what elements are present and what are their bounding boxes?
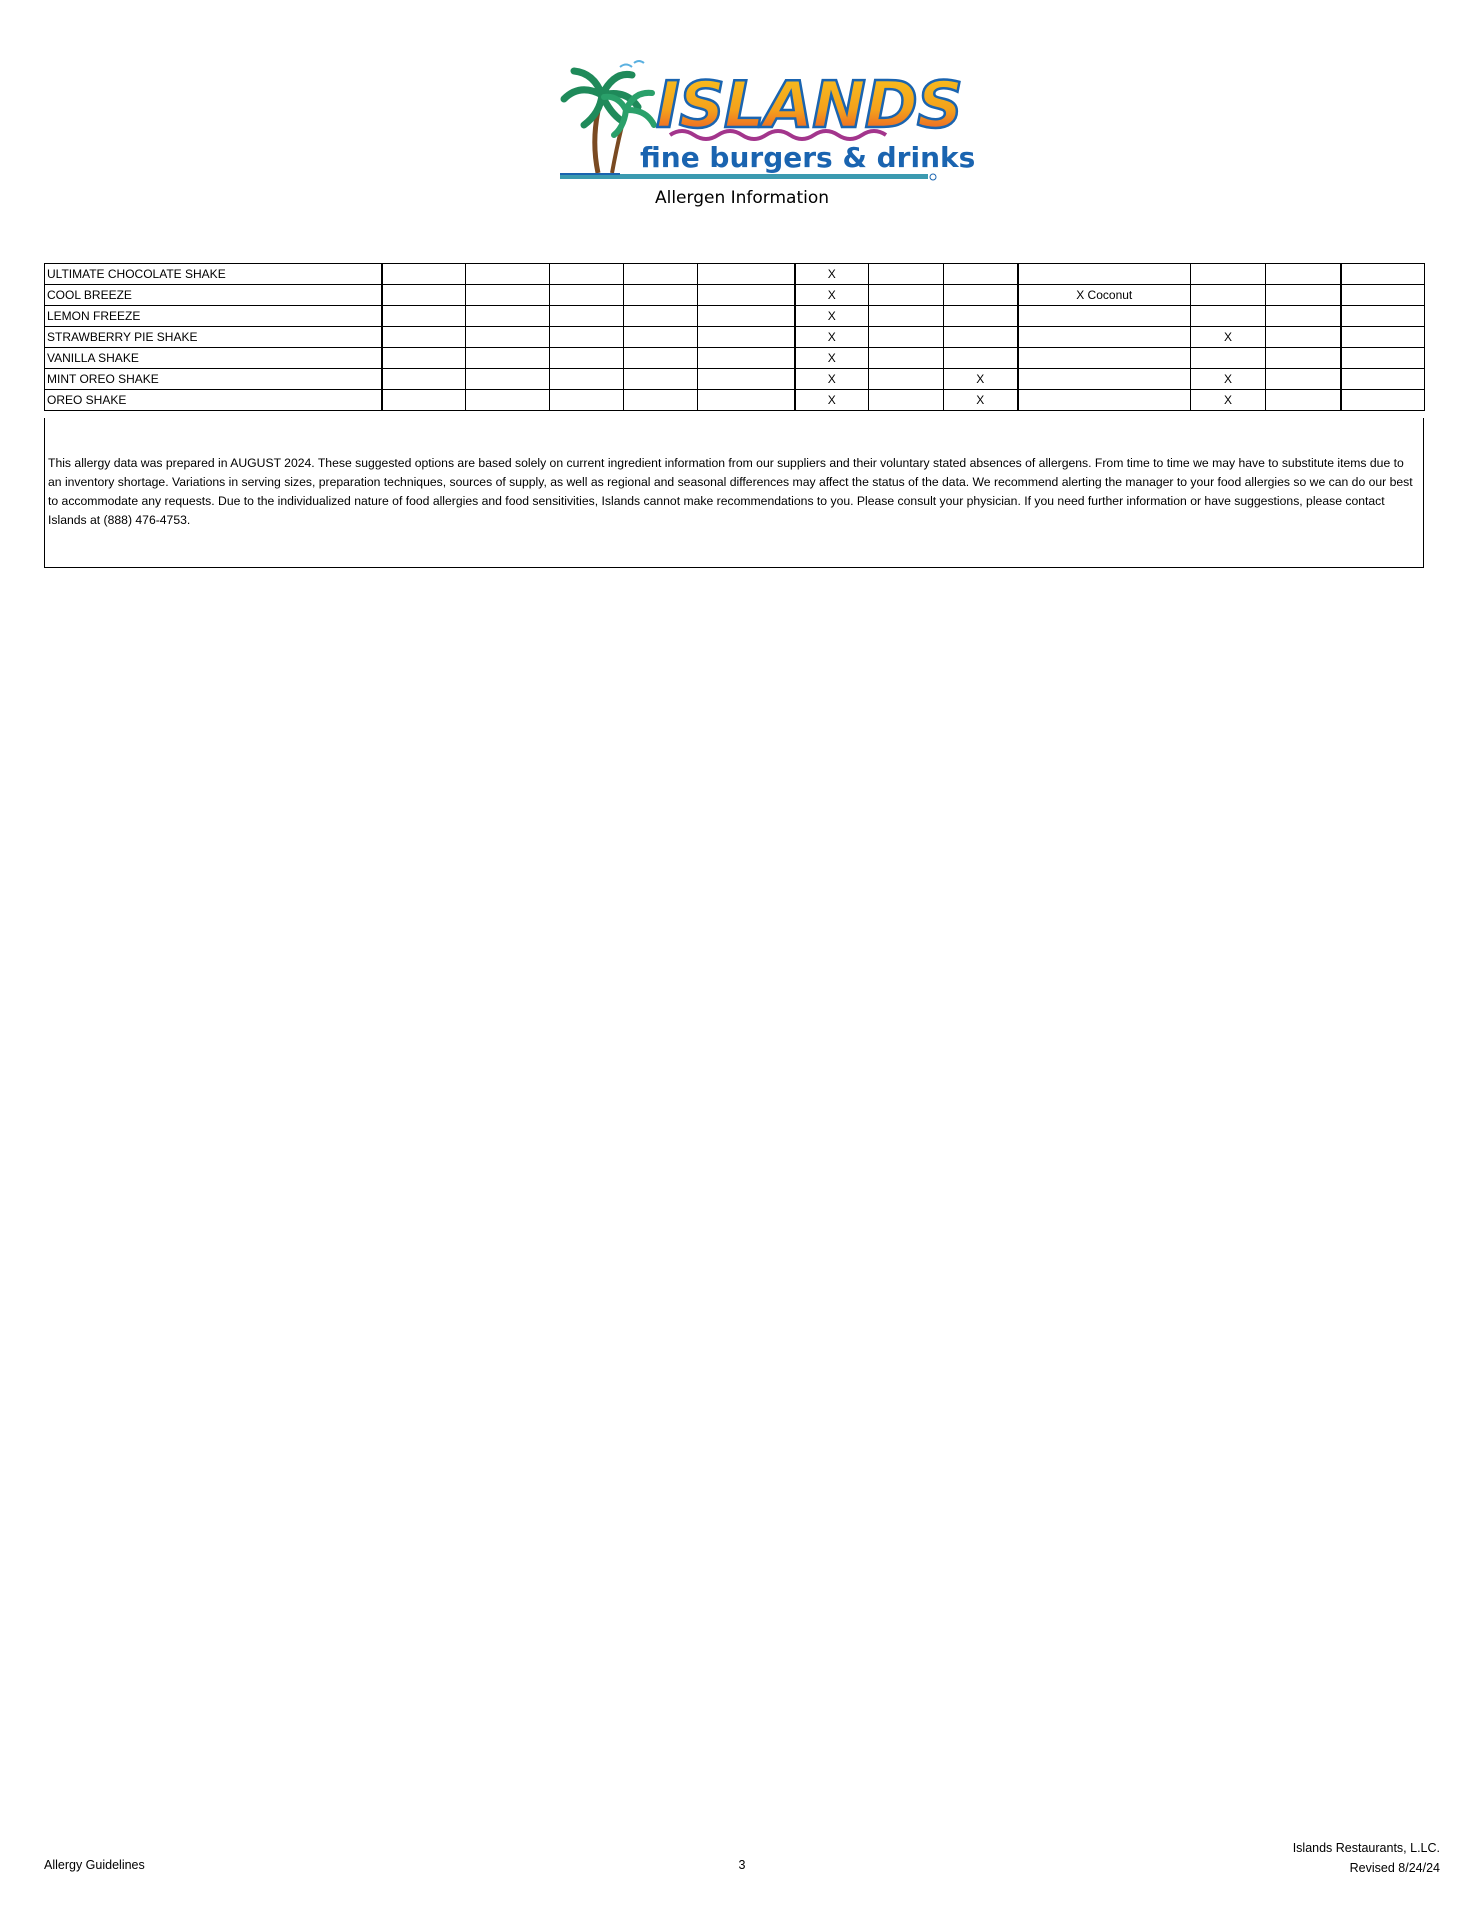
allergen-cell xyxy=(698,285,795,306)
allergen-cell xyxy=(1191,264,1266,285)
allergen-cell: X xyxy=(795,348,869,369)
allergen-cell: X xyxy=(944,390,1018,411)
table-row xyxy=(45,264,1425,285)
allergen-cell xyxy=(550,369,624,390)
allergen-cell xyxy=(550,306,624,327)
allergen-cell: X xyxy=(1191,369,1266,390)
allergen-cell xyxy=(382,327,466,348)
menu-item-name: ULTIMATE CHOCOLATE SHAKE xyxy=(45,264,382,285)
allergen-cell xyxy=(698,369,795,390)
allergen-cell xyxy=(944,348,1018,369)
allergen-cell xyxy=(1018,264,1191,285)
allergen-cell xyxy=(1341,285,1425,306)
allergen-cell xyxy=(1341,306,1425,327)
allergen-cell xyxy=(1018,348,1191,369)
allergen-cell xyxy=(869,306,944,327)
allergen-cell: X xyxy=(795,306,869,327)
allergen-cell xyxy=(1266,369,1341,390)
footer-page-number: 3 xyxy=(738,1858,746,1872)
allergen-cell: X xyxy=(1191,327,1266,348)
allergen-cell: X xyxy=(795,327,869,348)
allergen-cell xyxy=(944,306,1018,327)
allergen-cell xyxy=(869,327,944,348)
menu-item-name: LEMON FREEZE xyxy=(45,306,382,327)
table-row xyxy=(45,390,1425,411)
allergen-cell: X xyxy=(795,285,869,306)
allergen-cell xyxy=(382,306,466,327)
table-row xyxy=(45,285,1425,306)
allergen-cell xyxy=(869,264,944,285)
allergen-cell xyxy=(550,390,624,411)
allergen-cell xyxy=(698,348,795,369)
svg-text:ISLANDS: ISLANDS xyxy=(656,69,962,143)
allergen-cell xyxy=(624,264,698,285)
allergen-cell xyxy=(698,306,795,327)
allergen-cell xyxy=(624,348,698,369)
table-row xyxy=(45,327,1425,348)
allergen-cell xyxy=(869,285,944,306)
allergen-cell xyxy=(466,348,550,369)
footer-revised-date: Revised 8/24/24 xyxy=(1349,1861,1440,1875)
footer-right xyxy=(1293,1838,1440,1878)
allergen-cell xyxy=(382,264,466,285)
allergen-table-body xyxy=(45,264,1425,411)
allergen-cell xyxy=(944,264,1018,285)
allergen-cell xyxy=(1191,348,1266,369)
allergen-cell xyxy=(1266,390,1341,411)
islands-logo xyxy=(560,55,976,185)
allergen-cell xyxy=(1191,285,1266,306)
allergen-cell xyxy=(1266,285,1341,306)
allergen-cell xyxy=(698,390,795,411)
allergen-cell xyxy=(1266,327,1341,348)
table-row xyxy=(45,306,1425,327)
menu-item-name: COOL BREEZE xyxy=(45,285,382,306)
allergen-table xyxy=(44,263,1425,411)
allergen-cell xyxy=(466,285,550,306)
allergen-cell xyxy=(382,348,466,369)
allergen-cell xyxy=(698,264,795,285)
allergen-cell xyxy=(1191,306,1266,327)
table-row xyxy=(45,369,1425,390)
allergen-cell xyxy=(1018,306,1191,327)
allergen-cell: X Coconut xyxy=(1018,285,1191,306)
allergen-cell: X xyxy=(1191,390,1266,411)
allergen-cell xyxy=(624,369,698,390)
allergen-cell xyxy=(466,390,550,411)
page-subtitle: Allergen Information xyxy=(654,188,830,208)
allergen-cell xyxy=(1266,264,1341,285)
table-row xyxy=(45,348,1425,369)
menu-item-name: MINT OREO SHAKE xyxy=(45,369,382,390)
allergen-cell xyxy=(466,369,550,390)
footer-company: Islands Restaurants, L.LC. xyxy=(1292,1841,1440,1855)
allergen-cell xyxy=(698,327,795,348)
islands-logo-graphic xyxy=(560,55,976,185)
allergen-cell xyxy=(1341,390,1425,411)
allergen-cell xyxy=(466,306,550,327)
allergen-cell xyxy=(382,285,466,306)
allergen-cell xyxy=(869,348,944,369)
allergen-cell xyxy=(624,306,698,327)
allergen-cell xyxy=(1018,369,1191,390)
allergen-cell xyxy=(944,285,1018,306)
menu-item-name: OREO SHAKE xyxy=(45,390,382,411)
allergy-disclaimer: This allergy data was prepared in AUGUST 2024. These suggested options are based solely on current ingredient information from our suppliers and their voluntary stated absences of allergens. From time to time we may have to substitute items due to an inventory shortage. Variations in serving sizes, preparation techniques, sources of supply, as well as regional and seasonal differences may affect the status of the data. We recommend alerting the manager to your food allergies so we can do our best to accommodate any requests. Due to the individualized nature of food allergies and food sensitivities, Islands cannot make recommendations to you. Please consult your physician. If you need further information or have suggestions, please contact Islands at (888) 476-4753. xyxy=(44,418,1424,568)
allergen-cell: X xyxy=(944,369,1018,390)
allergen-cell xyxy=(550,264,624,285)
allergen-cell xyxy=(624,327,698,348)
allergen-cell xyxy=(466,327,550,348)
allergen-cell xyxy=(1018,390,1191,411)
svg-text:fine burgers & drinks: fine burgers & drinks xyxy=(640,141,976,174)
footer-left-label: Allergy Guidelines xyxy=(44,1858,145,1872)
allergen-cell: X xyxy=(795,369,869,390)
allergen-cell xyxy=(869,390,944,411)
allergen-cell xyxy=(1341,264,1425,285)
menu-item-name: VANILLA SHAKE xyxy=(45,348,382,369)
allergen-cell xyxy=(466,264,550,285)
allergen-cell xyxy=(624,390,698,411)
allergen-cell xyxy=(550,348,624,369)
allergen-cell: X xyxy=(795,264,869,285)
allergen-cell xyxy=(624,285,698,306)
allergen-cell xyxy=(550,285,624,306)
allergen-cell xyxy=(1018,327,1191,348)
allergen-cell xyxy=(1266,306,1341,327)
allergen-cell xyxy=(1266,348,1341,369)
allergen-cell xyxy=(1341,348,1425,369)
allergen-cell xyxy=(944,327,1018,348)
allergen-cell: X xyxy=(795,390,869,411)
allergen-cell xyxy=(382,369,466,390)
allergen-cell xyxy=(382,390,466,411)
menu-item-name: STRAWBERRY PIE SHAKE xyxy=(45,327,382,348)
allergen-cell xyxy=(869,369,944,390)
allergen-cell xyxy=(1341,369,1425,390)
allergen-cell xyxy=(1341,327,1425,348)
allergen-cell xyxy=(550,327,624,348)
